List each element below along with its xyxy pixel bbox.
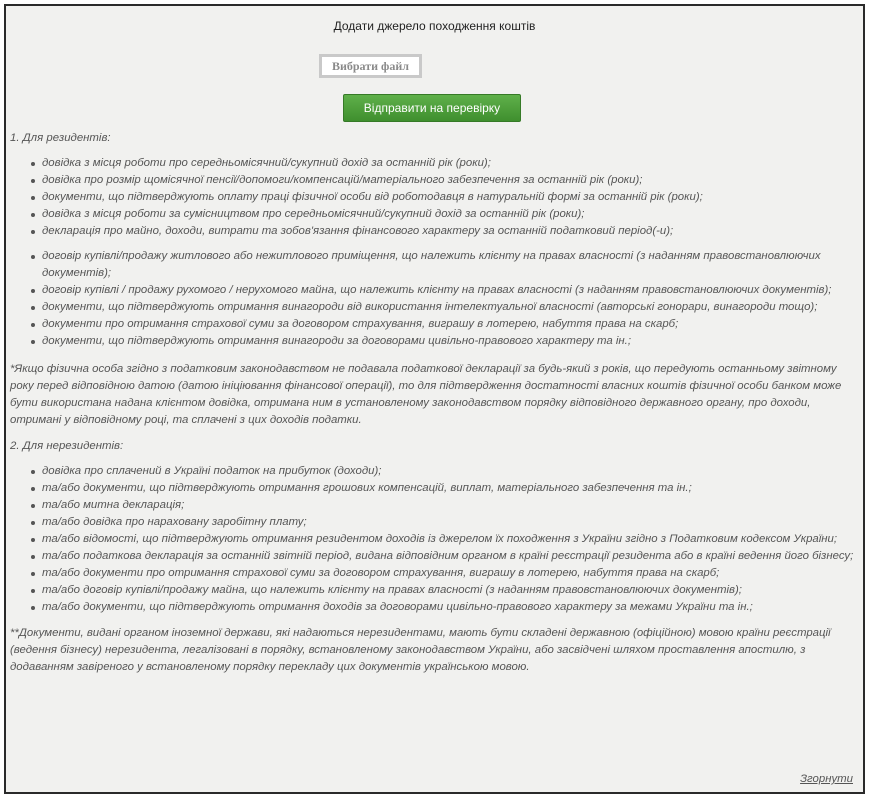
residents-heading: 1. Для резидентів:: [10, 132, 111, 144]
list-item: документи, що підтверджують оплату праці фізичної особи від роботодавця в натуральній формі за останній рік (роки);: [42, 189, 855, 206]
list-item: та/або договір купівлі/продажу майна, що належить клієнту на правах власності (з наданням правовстановлюючих документів);: [42, 582, 855, 599]
residents-list-1: [10, 155, 855, 240]
list-item: та/або документи, що підтверджують отримання грошових компенсацій, виплат, матеріального забезпечення та ін.;: [42, 480, 855, 497]
nonresidents-heading: 2. Для нерезидентів:: [10, 440, 124, 452]
list-item: та/або документи, що підтверджують отримання доходів за договорами цивільно-правового характеру за межами України та ін.;: [42, 599, 855, 616]
submit-for-review-button[interactable]: Відправити на перевірку: [343, 94, 521, 122]
panel-title: Додати джерело походження коштів: [333, 19, 536, 33]
list-item: довідка про розмір щомісячної пенсії/допомоги/компенсацій/матеріального забезпечення за останній рік (роки);: [42, 172, 855, 189]
list-item: документи, що підтверджують отримання винагороди за договорами цивільно-правового характеру та ін.;: [42, 333, 855, 350]
documents-info: [10, 130, 855, 676]
list-item: договір купівлі / продажу рухомого / нерухомого майна, що належить клієнту на правах власності (з наданням правовстановлюючих документів);: [42, 282, 855, 299]
list-item: довідка про сплачений в Україні податок на прибуток (доходи);: [42, 463, 855, 480]
source-of-funds-panel: [4, 4, 865, 794]
list-item: декларація про майно, доходи, витрати та зобов'язання фінансового характеру за останній податковий період(-и);: [42, 223, 855, 240]
choose-file-button[interactable]: Вибрати файл: [319, 54, 422, 78]
list-item: та/або податкова декларація за останній звітній період, видана відповідним органом в країні реєстрації резидента або в країні ведення його бізнесу;: [42, 548, 855, 565]
list-item: та/або митна декларація;: [42, 497, 855, 514]
list-item: договір купівлі/продажу житлового або нежитлового приміщення, що належить клієнту на правах власності (з наданням правовстановлюючих документів);: [42, 248, 855, 282]
nonresidents-note: **Документи, видані органом іноземної держави, які надаються нерезидентами, мають бути складені державною (офіційною) мовою країни реєстрації (ведення бізнесу) нерезидента, легалізовані в порядку, встановленому законодавством України, або засвідчені шляхом проставлення апостилю, з додаванням завіреного у встановленому порядку перекладу цих документів українською мовою.: [10, 627, 831, 673]
list-item: документи про отримання страхової суми за договором страхування, виграшу в лотерею, набуття права на скарб;: [42, 316, 855, 333]
list-item: документи, що підтверджують отримання винагороди від використання інтелектуальної власності (авторські гонорари, винагороди тощо);: [42, 299, 855, 316]
list-item: та/або довідка про нараховану заробітну плату;: [42, 514, 855, 531]
residents-note: *Якщо фізична особа згідно з податковим законодавством не подавала податкової декларації за будь-який з років, що передують останньому звітному року перед відповідною датою (датою ініціювання фінансової операції), то для підтвердження достатності власних коштів фізичної особи банком може бути використана надана клієнтом довідка, отримана ним в установленому законодавством порядку відповідного державного органу, про доходи, отримані у відповідному році, та сплачені з цих доходів податки.: [10, 363, 842, 426]
nonresidents-list: [10, 463, 855, 616]
collapse-link[interactable]: Згорнути: [800, 773, 853, 785]
list-item: та/або документи про отримання страхової суми за договором страхування, виграшу в лотерею, набуття права на скарб;: [42, 565, 855, 582]
list-item: довідка з місця роботи про середньомісячний/сукупний дохід за останній рік (роки);: [42, 155, 855, 172]
list-item: довідка з місця роботи за сумісництвом про середньомісячний/сукупний дохід за останній рік (роки);: [42, 206, 855, 223]
list-item: та/або відомості, що підтверджують отримання резидентом доходів із джерелом їх походження з України згідно з Податковим кодексом України;: [42, 531, 855, 548]
residents-list-2: [10, 248, 855, 350]
